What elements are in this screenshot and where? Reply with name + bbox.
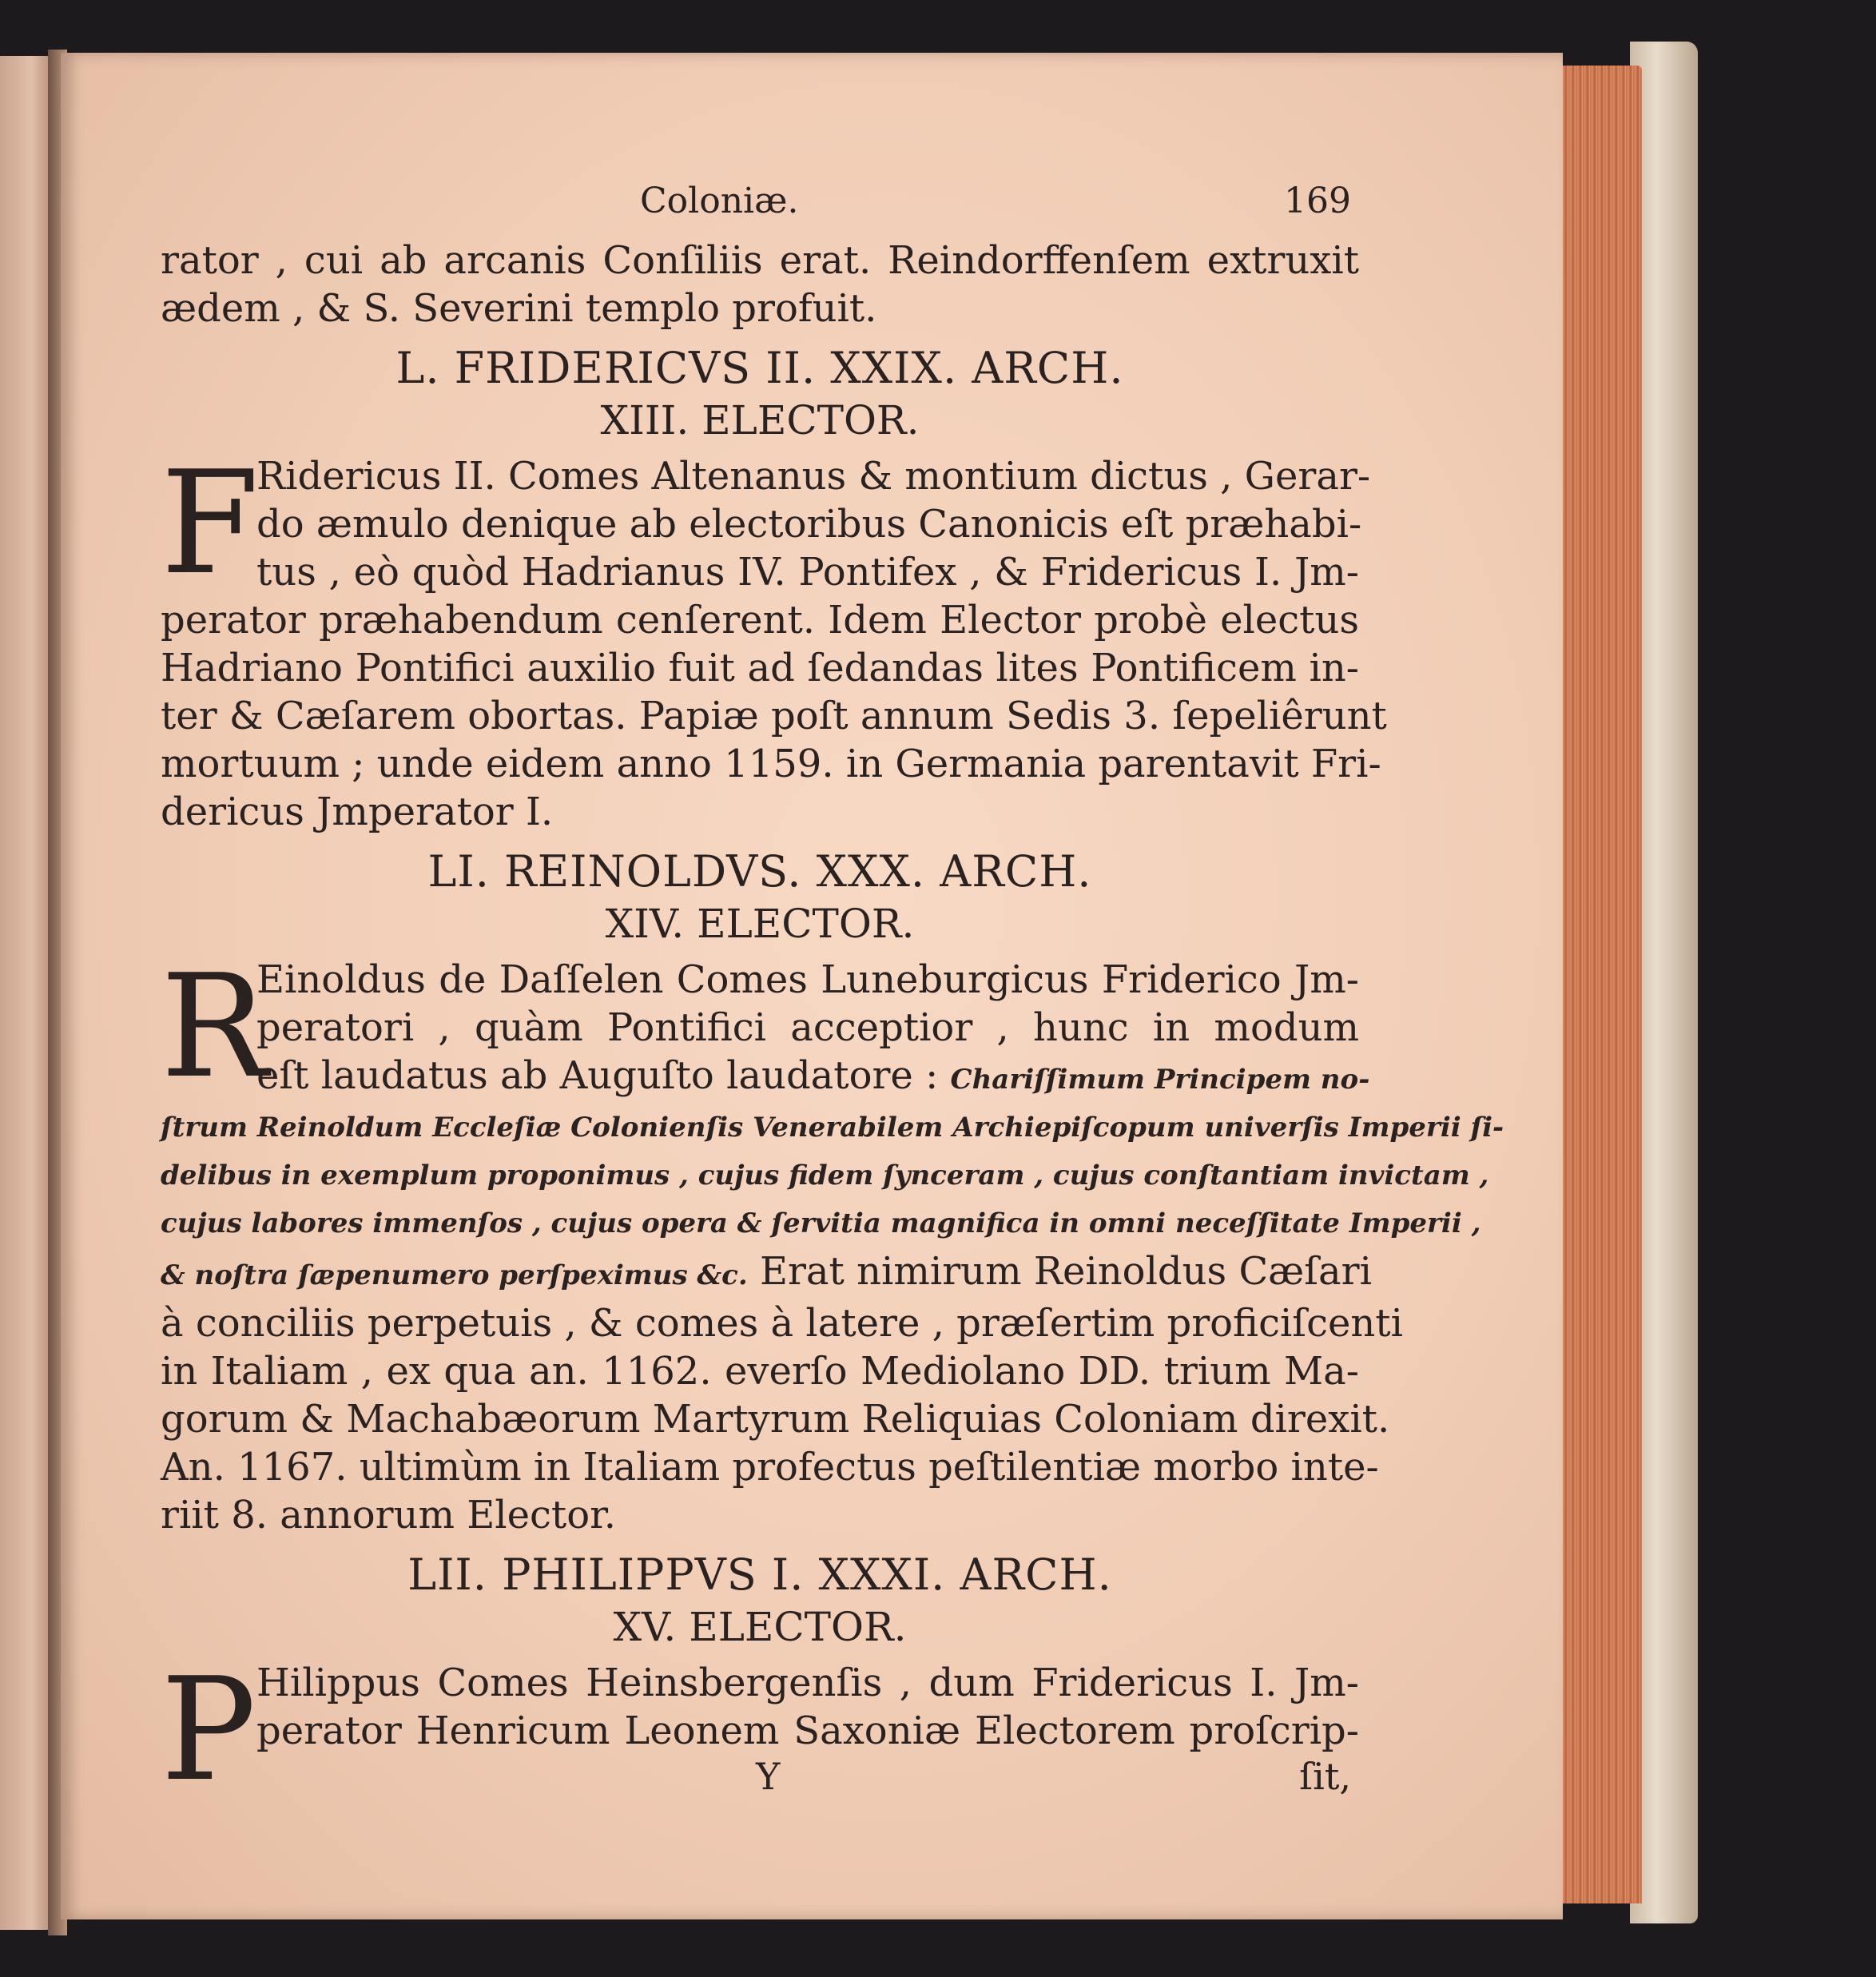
section-heading: LI. REINOLDVS. XXX. ARCH.	[427, 846, 1092, 897]
text-line: perator Henricum Leonem Saxoniæ Electorem proſcrip-	[256, 1708, 1359, 1753]
drop-cap: R	[161, 944, 268, 1109]
text-segment: eſt laudatus ab Auguſto laudatore :	[256, 1053, 939, 1098]
section-heading: L. FRIDERICVS II. XXIX. ARCH.	[395, 343, 1124, 393]
text-line: tus , eò quòd Hadrianus IV. Pontifex , & Fridericus I. Jm-	[256, 550, 1359, 595]
text-line	[161, 1052, 1370, 1104]
text-line: peratori , quàm Pontifici acceptior , hunc in modum	[256, 1005, 1359, 1050]
italic-quote-line: cujus labores immenſos , cujus opera & ſervitia magnifica in omni neceſſitate Imperii ,	[161, 1207, 1481, 1239]
text-line: Hadriano Pontifici auxilio fuit ad ſedandas lites Pontificem in-	[161, 646, 1359, 690]
page-text	[161, 181, 1504, 1812]
text-line: in Italiam , ex qua an. 1162. everſo Mediolano DD. trium Ma-	[161, 1349, 1359, 1394]
text-segment: Erat nimirum Reinoldus Cæſari	[759, 1249, 1372, 1294]
text-line: Ridericus II. Comes Altenanus & montium dictus , Gerar-	[256, 454, 1371, 499]
catchword: ſit,	[1299, 1755, 1351, 1798]
paragraph-fridericus	[161, 440, 1387, 836]
section-subheading: XIV. ELECTOR.	[605, 901, 915, 947]
page-footer	[161, 1755, 1359, 1803]
text-line: rator , cui ab arcanis Conſiliis erat. Reindorffenſem extruxit	[161, 238, 1359, 283]
text-line: dericus Jmperator I.	[161, 790, 554, 834]
paragraph-reinoldus	[161, 944, 1504, 1539]
italic-quote: & noſtra ſæpenumero perſpeximus &c.	[161, 1259, 748, 1291]
text-line: Einoldus de Daſſelen Comes Luneburgicus Friderico Jm-	[256, 957, 1359, 1002]
section-subheading: XIII. ELECTOR.	[600, 397, 920, 444]
running-head	[161, 181, 1359, 237]
text-line: riit 8. annorum Elector.	[161, 1493, 617, 1537]
text-line: perator præhabendum cenſerent. Idem Elector probè electus	[161, 598, 1359, 642]
page-fore-edge	[1554, 66, 1642, 1903]
running-head-title: Coloniæ.	[640, 181, 799, 221]
text-line: ter & Cæſarem obortas. Papiæ poſt annum Sedis 3. ſepeliêrunt	[161, 694, 1387, 738]
section-subheading: XV. ELECTOR.	[613, 1604, 907, 1650]
right-page	[61, 53, 1563, 1919]
text-line: ædem , & S. Severini templo profuit.	[161, 286, 877, 331]
text-line: Hilippus Comes Heinsbergenſis , dum Fridericus I. Jm-	[256, 1661, 1359, 1705]
page-number: 169	[1284, 181, 1351, 221]
text-line: An. 1167. ultimùm in Italiam profectus peſtilentiæ morbo inte-	[161, 1445, 1379, 1490]
italic-quote-line: delibus in exemplum proponimus , cujus fidem ſynceram , cujus conſtantiam invictam ,	[161, 1160, 1489, 1191]
signature-mark: Y	[756, 1755, 781, 1798]
italic-quote: Chariſſimum Principem no-	[950, 1064, 1370, 1096]
text-line: gorum & Machabæorum Martyrum Reliquias Coloniam direxit.	[161, 1397, 1390, 1442]
italic-quote-line: ſtrum Reinoldum Eccleſiæ Colonienſis Venerabilem Archiepiſcopum univerſis Imperii ſi-	[161, 1112, 1504, 1144]
text-line: à conciliis perpetuis , & comes à latere , præſertim proficiſcenti	[161, 1301, 1403, 1346]
text-line	[161, 1247, 1372, 1299]
drop-cap: P	[161, 1647, 256, 1812]
section-heading: LII. PHILIPPVS I. XXXI. ARCH.	[407, 1549, 1112, 1600]
text-line: mortuum ; unde eidem anno 1159. in Germania parentavit Fri-	[161, 742, 1381, 786]
text-line: do æmulo denique ab electoribus Canonicis eſt præhabi-	[256, 502, 1362, 547]
drop-cap: F	[161, 440, 260, 606]
